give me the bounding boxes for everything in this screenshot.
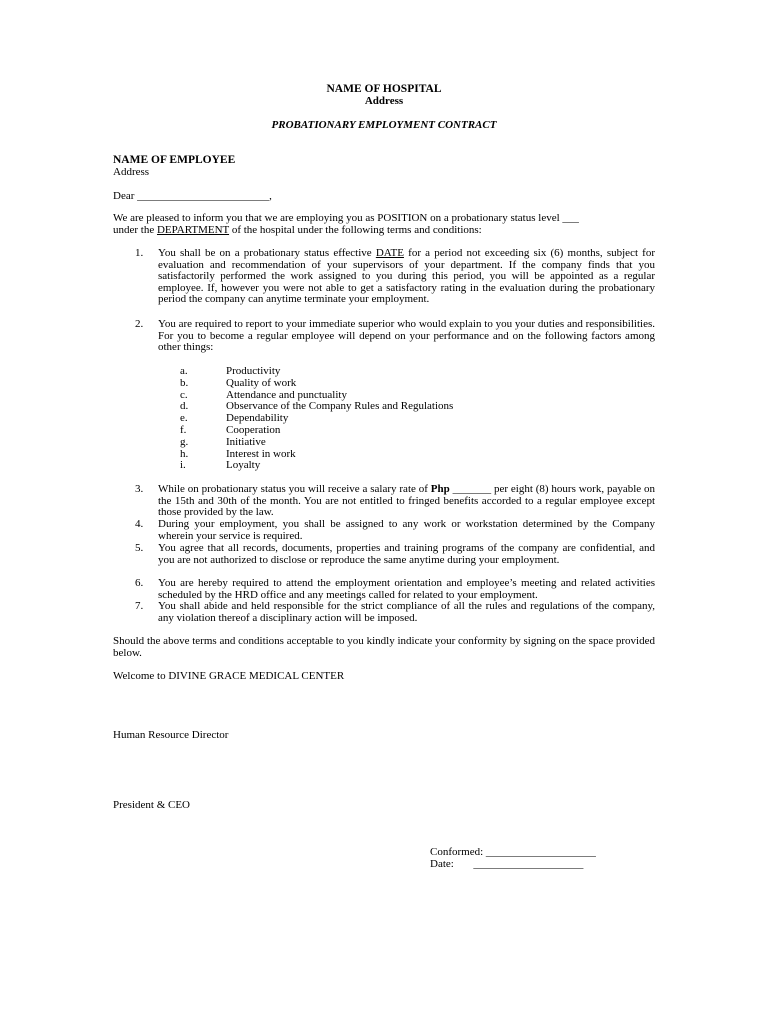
term-3 — [135, 484, 655, 519]
welcome-line: Welcome to DIVINE GRACE MEDICAL CENTER — [113, 670, 345, 682]
factor-letter: f. — [180, 424, 187, 436]
factor-letter: g. — [180, 435, 189, 448]
factor-item — [180, 437, 540, 449]
employee-name: NAME OF EMPLOYEE — [113, 154, 236, 166]
term-text: You shall abide and held responsible for the strict compliance of all the rules and regulations of the company, any violation thereof a disciplinary action will be imposed. — [158, 600, 655, 624]
conformed-signature-blank: ____________________ — [485, 846, 596, 858]
date-label: Date: — [430, 858, 454, 870]
salutation-blank: ________________________, — [137, 190, 272, 202]
term-text: You are hereby required to attend the employment orientation and employee’s meeting and related activities scheduled by the HRD office and any meetings called for related to your employment. — [158, 577, 655, 601]
term-text: You agree that all records, documents, properties and training programs of the company are confidential, and you are not authorized to disclose or reproduce the same anytime during your employment. — [158, 542, 655, 566]
hr-director-title: Human Resource Director — [113, 729, 229, 741]
factor-text: Attendance and punctuality — [226, 388, 347, 401]
term-6 — [135, 578, 655, 601]
factor-letter: d. — [180, 400, 189, 413]
term-number: 2. — [135, 318, 144, 330]
currency-php: Php — [430, 483, 450, 495]
term-1 — [135, 248, 655, 306]
factor-letter: h. — [180, 447, 189, 460]
contract-title: PROBATIONARY EMPLOYMENT CONTRACT — [271, 119, 497, 131]
intro-line-1: We are pleased to inform you that we are employing you as POSITION on a probationary status level ___ — [113, 212, 579, 224]
term-number: 4. — [135, 518, 144, 530]
factor-text: Dependability — [226, 412, 289, 425]
term-text: During your employment, you shall be assigned to any work or workstation determined by the Company wherein your service is required. — [158, 518, 655, 542]
intro-under: under the — [113, 224, 155, 236]
factor-text: Loyalty — [226, 459, 261, 472]
term-number: 1. — [135, 247, 144, 259]
employee-address: Address — [113, 166, 150, 178]
factor-text: Initiative — [226, 435, 266, 448]
date-line — [430, 859, 583, 871]
factor-text: Quality of work — [226, 376, 297, 389]
conformed-label: Conformed: — [430, 846, 484, 858]
term-number: 6. — [135, 577, 144, 589]
term-3-part-b: _______ per eight (8) hours work, payable on the 15th and 30th of the month. You are not entitled to fringed benefits accorded to a regular employee except those provided by the law. — [158, 483, 656, 519]
conformity-paragraph: Should the above terms and conditions acceptable to you kindly indicate your conformity by signing on the space provided below. — [113, 635, 655, 659]
intro-line-2 — [113, 225, 663, 237]
factor-letter: a. — [180, 365, 188, 377]
hospital-address: Address — [364, 95, 404, 107]
term-number: 3. — [135, 483, 144, 495]
date-blank: ____________________ — [473, 858, 584, 870]
president-title: President & CEO — [113, 799, 190, 811]
factor-text: Observance of the Company Rules and Regulations — [226, 400, 454, 413]
hospital-name: NAME OF HOSPITAL — [326, 83, 442, 95]
term-4 — [135, 519, 655, 542]
term-7 — [135, 601, 655, 624]
term-text — [158, 484, 655, 519]
factor-text: Cooperation — [226, 424, 281, 436]
factor-item — [180, 460, 540, 472]
conformed-line — [430, 847, 596, 859]
factor-letter: e. — [180, 412, 188, 425]
department-placeholder: DEPARTMENT — [156, 224, 230, 236]
term-number: 7. — [135, 600, 144, 612]
term-number: 5. — [135, 542, 144, 554]
factor-letter: b. — [180, 376, 189, 389]
factor-letter: i. — [180, 459, 186, 472]
salutation-prefix: Dear — [113, 190, 135, 202]
factor-text: Productivity — [226, 365, 281, 377]
intro-terms: of the hospital under the following terms and conditions: — [231, 224, 482, 236]
term-1-part-a: You shall be on a probationary status effective — [158, 247, 372, 259]
factor-item — [180, 378, 540, 390]
factor-text: Interest in work — [226, 447, 296, 460]
term-text: You are required to report to your immediate superior who would explain to you your duties and responsibilities. For you to become a regular employee will depend on your performance and on the following factors among other things: — [158, 318, 655, 354]
term-text — [158, 248, 655, 306]
term-5 — [135, 543, 655, 566]
term-2 — [135, 319, 655, 354]
factor-letter: c. — [180, 388, 188, 401]
term-1-part-b: for a period not exceeding six (6) months, subject for evaluation and recommendation of your supervisors of your department. If the company finds that you satisfactorily performed the work assigned to you during this period, you will be appointed as a regular employee. If, however you were not able to get a satisfactory rating in the evaluation during the probationary period the company can anytime terminate your employment. — [158, 247, 656, 306]
date-placeholder: DATE — [375, 247, 404, 259]
salutation — [113, 191, 272, 203]
term-3-part-a: While on probationary status you will receive a salary rate of — [158, 483, 428, 495]
